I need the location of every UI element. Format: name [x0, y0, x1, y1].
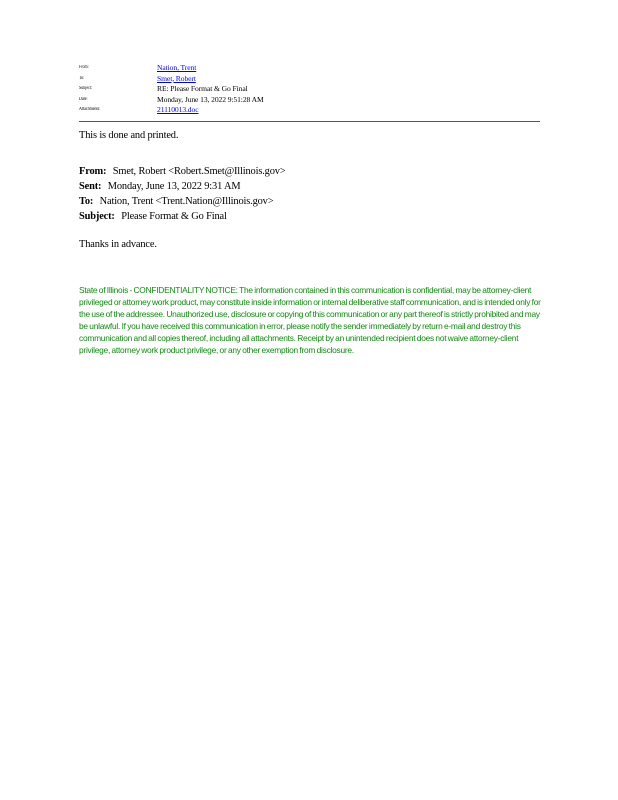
- header-attachments-label: Attachments:: [79, 107, 101, 113]
- header-from-link[interactable]: Nation, Trent: [157, 63, 197, 72]
- header-to-row: [79, 74, 539, 85]
- forward-to-row: [79, 194, 286, 209]
- forward-from-value: Smet, Robert <Robert.Smet@Illinois.gov>: [112, 166, 286, 177]
- header-date-value: Monday, June 13, 2022 9:51:28 AM: [157, 94, 264, 104]
- email-header: [79, 63, 539, 116]
- header-divider: [79, 121, 540, 122]
- forward-to-label: To:: [79, 196, 94, 207]
- header-subject-label: Subject:: [79, 86, 93, 92]
- attachment-link[interactable]: 21110013.doc: [157, 105, 199, 115]
- confidentiality-notice: State of Illinois - CONFIDENTIALITY NOTICE: The information contained in this communication is confidential, may be attorney-client privileged or attorney work product, may constitute inside information or internal deliberative staff communication, and is intended only for the use of the addressee. Unauthorized use, disclosure or copying of this communication or any part thereof is strictly prohibited and may be unlawful. If you have received this communication in error, please notify the sender immediately by return e-mail and destroy this communication and all copies thereof, including all attachments. Receipt by an unintended recipient does not waive attorney-client privilege, attorney work product privilege, or any other exemption from disclosure.: [79, 285, 541, 355]
- reply-text: This is done and printed.: [79, 130, 179, 141]
- thanks-text: Thanks in advance.: [79, 239, 157, 250]
- forward-sent-label: Sent:: [79, 181, 102, 192]
- forward-subject-label: Subject:: [79, 211, 115, 222]
- forward-sent-value: Monday, June 13, 2022 9:31 AM: [107, 181, 241, 192]
- header-date-row: [79, 95, 539, 106]
- header-to-link[interactable]: Smet, Robert: [157, 73, 196, 83]
- forward-subject-row: [79, 209, 286, 224]
- header-subject-value: RE: Please Format & Go Final: [157, 84, 248, 94]
- forward-from-row: [79, 164, 286, 179]
- header-from-row: [79, 63, 539, 74]
- header-subject-row: [79, 84, 539, 95]
- header-date-label: Date:: [79, 96, 88, 102]
- header-from-label: From:: [79, 65, 89, 70]
- forward-to-value: Nation, Trent <Trent.Nation@Illinois.gov>: [99, 196, 274, 207]
- forward-sent-row: [79, 179, 286, 194]
- header-to-label: To:: [79, 75, 85, 81]
- forwarded-header: [79, 164, 286, 224]
- header-attachments-row: [79, 105, 539, 116]
- forward-from-label: From:: [79, 166, 107, 177]
- forward-subject-value: Please Format & Go Final: [121, 211, 227, 222]
